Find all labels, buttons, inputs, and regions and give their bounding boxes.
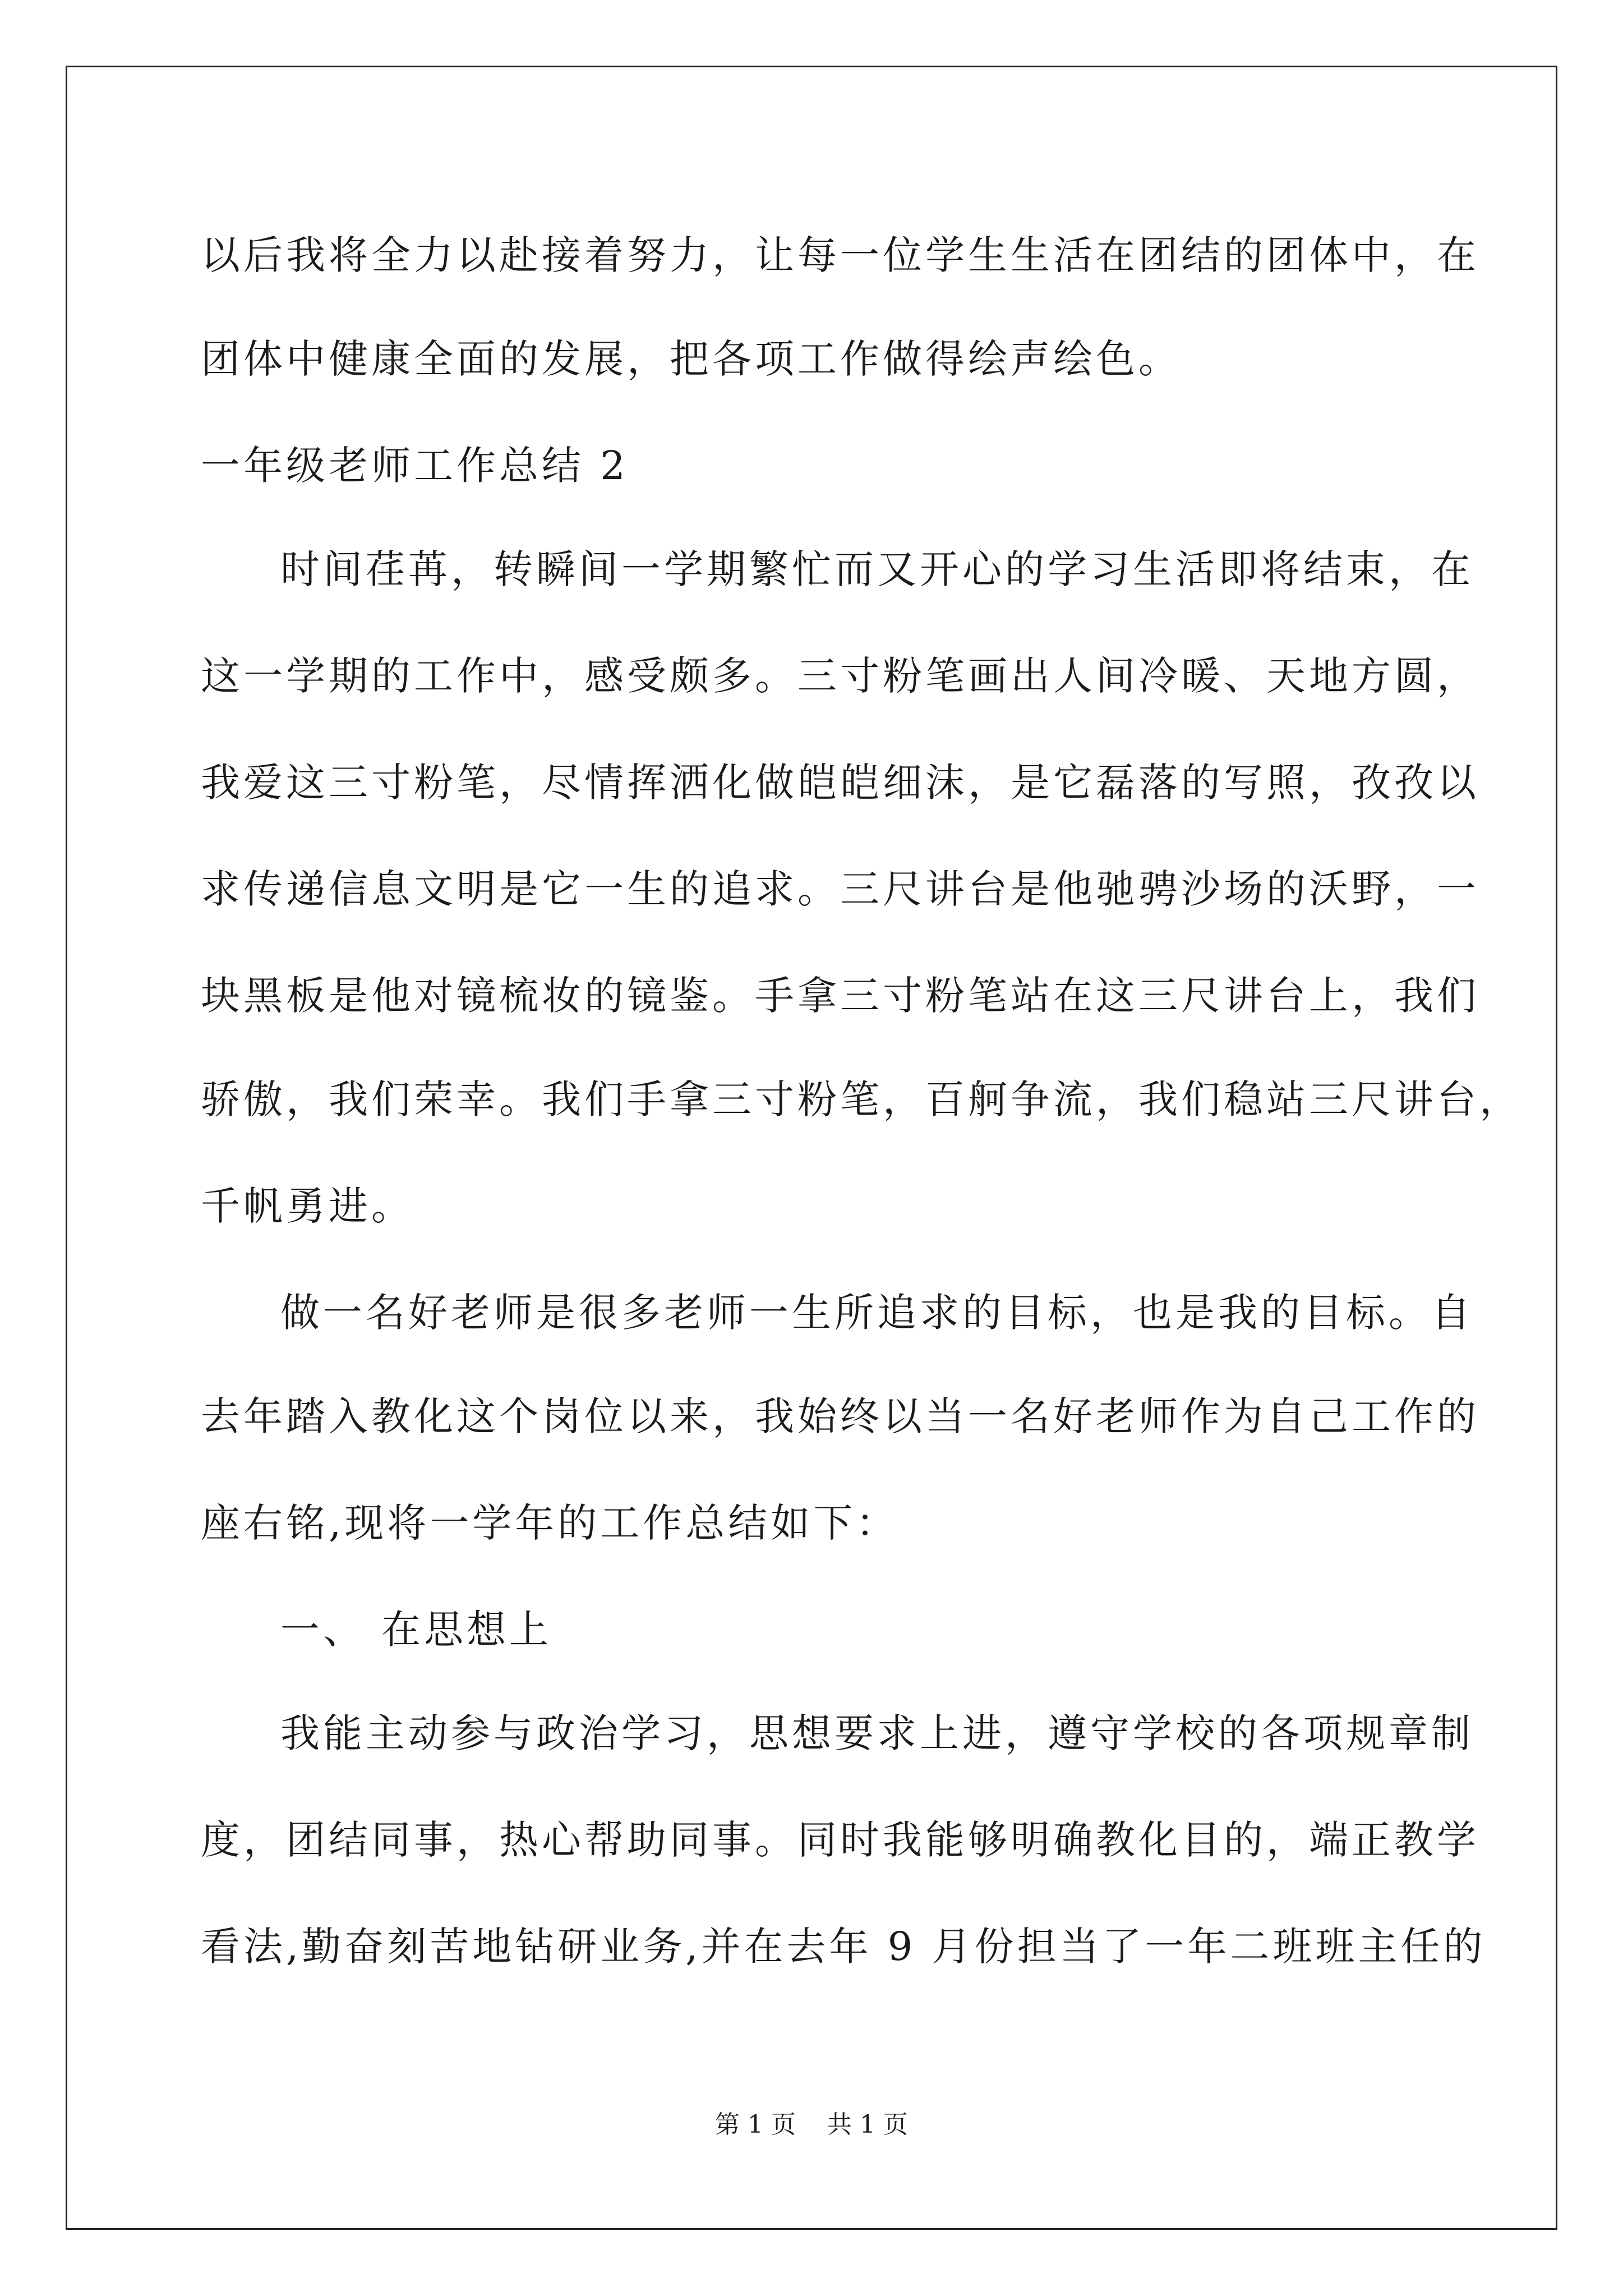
text-line: 以后我将全力以赴接着努力，让每一位学生生活在团结的团体中，在 bbox=[201, 232, 1479, 278]
text-line: 这一学期的工作中，感受颇多。三寸粉笔画出人间冷暖、天地方圆， bbox=[201, 653, 1479, 699]
text-line: 团体中健康全面的发展，把各项工作做得绘声绘色。 bbox=[201, 336, 1181, 382]
text-line: 度，团结同事，热心帮助同事。同时我能够明确教化目的，端正教学 bbox=[201, 1817, 1479, 1863]
section-title: 一年级老师工作总结 2 bbox=[201, 443, 629, 489]
page-footer: 第 1 页 共 1 页 bbox=[715, 2110, 908, 2139]
subheading-number: 一、 bbox=[280, 1607, 366, 1653]
text-line: 千帆勇进。 bbox=[201, 1183, 414, 1229]
text-line: 我爱这三寸粉笔，尽情挥洒化做皑皑细沫，是它磊落的写照，孜孜以 bbox=[201, 760, 1479, 806]
text-line: 骄傲，我们荣幸。我们手拿三寸粉笔，百舸争流，我们稳站三尺讲台， bbox=[201, 1076, 1522, 1122]
subheading-text: 在思想上 bbox=[381, 1607, 552, 1653]
text-line: 座右铭,现将一学年的工作总结如下： bbox=[201, 1500, 899, 1546]
text-line: 做一名好老师是很多老师一生所追求的目标，也是我的目标。自 bbox=[280, 1290, 1474, 1336]
page-border bbox=[66, 66, 1557, 2230]
text-line: 求传递信息文明是它一生的追求。三尺讲台是他驰骋沙场的沃野，一 bbox=[201, 866, 1479, 912]
text-line: 时间荏苒，转瞬间一学期繁忙而又开心的学习生活即将结束，在 bbox=[280, 546, 1474, 592]
text-line: 块黑板是他对镜梳妆的镜鉴。手拿三寸粉笔站在这三尺讲台上，我们 bbox=[201, 973, 1479, 1019]
text-line: 看法,勤奋刻苦地钻研业务,并在去年 9 月份担当了一年二班班主任的 bbox=[201, 1924, 1486, 1970]
text-line: 去年踏入教化这个岗位以来，我始终以当一名好老师作为自己工作的 bbox=[201, 1393, 1479, 1439]
text-line: 我能主动参与政治学习，思想要求上进，遵守学校的各项规章制 bbox=[280, 1710, 1474, 1756]
